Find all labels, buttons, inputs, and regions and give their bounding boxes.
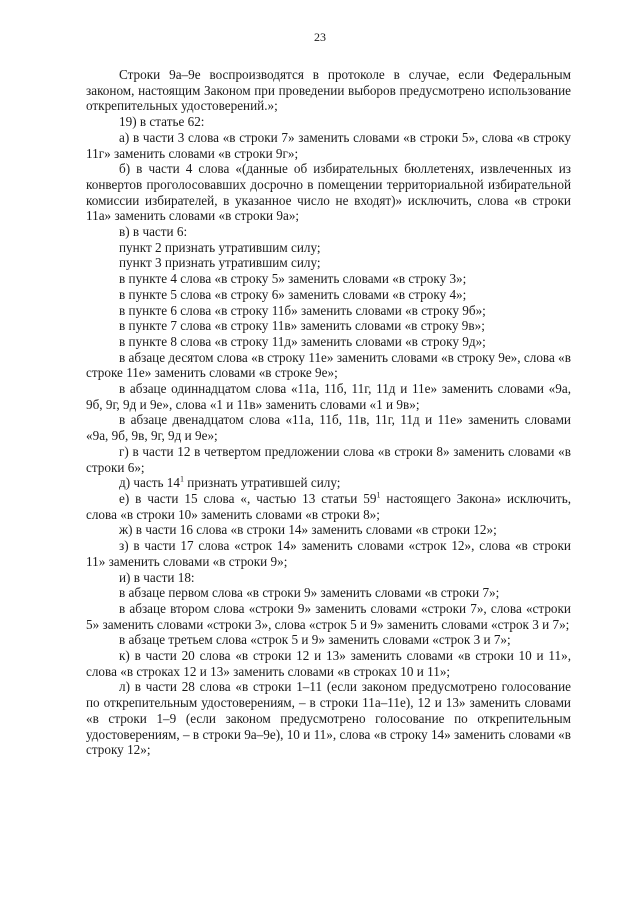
paragraph: з) в части 17 слова «строк 14» заменить словами «строк 12», слова «в строки 11» заменить словами «в строки 9»; (86, 538, 571, 569)
paragraph: ж) в части 16 слова «в строки 14» заменить словами «в строки 12»; (119, 522, 497, 538)
paragraph: в абзаце двенадцатом слова «11а, 11б, 11в, 11г, 11д и 11е» заменить словами «9а, 9б, 9в, 9г, 9д и 9е»; (86, 412, 571, 444)
text-run: признать утратившей силу; (184, 475, 341, 491)
paragraph: в) в части 6: (119, 224, 188, 240)
paragraph: к) в части 20 слова «в строки 12 и 13» заменить словами «в строки 10 и 11», слова «в строках 12 и 13» заменить словами «в строках 10 и 11»; (86, 648, 571, 679)
paragraph: в пункте 5 слова «в строку 6» заменить словами «в строку 4»; (119, 286, 467, 302)
paragraph: Строки 9а–9е воспроизводятся в протоколе в случае, если Федеральным законом, настоящим Законом при проведении выборов предусмотрено использование открепительных удостоверений.»; (86, 67, 571, 114)
text-run: д) часть 14 (119, 475, 180, 491)
paragraph: в абзаце втором слова «строки 9» заменить словами «строки 7», слова «строки 5» заменить словами «строки 3», слова «строк 5 и 9» заменить словами «строк 3 и 7»; (86, 600, 571, 632)
superscript: 1 (180, 474, 184, 484)
document-body (86, 67, 571, 758)
paragraph: в абзаце первом слова «в строки 9» заменить словами «в строки 7»; (119, 585, 500, 601)
text-run: настоящего Закона» исключить, слова «в строки 10» заменить словами «в строки 8»; (86, 490, 571, 522)
paragraph: в абзаце одиннадцатом слова «11а, 11б, 11г, 11д и 11е» заменить словами «9а, 9б, 9г, 9д и 9е», слова «1 и 11в» заменить словами «1 и 9в»; (86, 381, 571, 412)
paragraph: л) в части 28 слова «в строки 1–11 (если законом предусмотрено голосование по открепительным удостоверениям, – в строки 11а–11е), 12 и 13» заменить словами «в строки 1–9 (если законом предусмотрено голосование по открепительным удостоверениям, – в строки 9а–9е), 10 и 11», слова «в строку 14» заменить словами «в строку 12»; (86, 679, 571, 758)
paragraph: в пункте 6 слова «в строку 11б» заменить словами «в строку 9б»; (119, 302, 486, 318)
paragraph: в пункте 7 слова «в строку 11в» заменить словами «в строку 9в»; (119, 318, 485, 334)
paragraph (86, 475, 571, 491)
paragraph: в абзаце десятом слова «в строку 11е» заменить словами «в строку 9е», слова «в строке 11е» заменить словами «в строке 9е»; (86, 349, 571, 381)
paragraph: в пункте 8 слова «в строку 11д» заменить словами «в строку 9д»; (119, 333, 486, 349)
paragraph: а) в части 3 слова «в строки 7» заменить словами «в строки 5», слова «в строку 11г» заменить словами «в строки 9г»; (86, 129, 571, 161)
paragraph: в пункте 4 слова «в строку 5» заменить словами «в строку 3»; (119, 271, 467, 287)
paragraph: и) в части 18: (119, 569, 195, 585)
paragraph (86, 491, 571, 522)
page-number: 23 (314, 30, 326, 44)
paragraph: 19) в статье 62: (119, 114, 205, 130)
paragraph: пункт 3 признать утратившим силу; (119, 255, 321, 271)
text-run: е) в части 15 слова «, частью 13 статьи 59 (119, 490, 377, 506)
paragraph: в абзаце третьем слова «строк 5 и 9» заменить словами «строк 3 и 7»; (119, 632, 511, 648)
paragraph: б) в части 4 слова «(данные об избирательных бюллетенях, извлеченных из конвертов проголосовавших досрочно в помещении территориальной избирательной комиссии избирателей, в указанное число не входят)» исключить, слова «в строки 11а» заменить словами «в строки 9а»; (86, 161, 571, 224)
paragraph: г) в части 12 в четвертом предложении слова «в строки 8» заменить словами «в строки 6»; (86, 443, 571, 475)
superscript: 1 (376, 490, 381, 500)
paragraph: пункт 2 признать утратившим силу; (119, 239, 321, 255)
